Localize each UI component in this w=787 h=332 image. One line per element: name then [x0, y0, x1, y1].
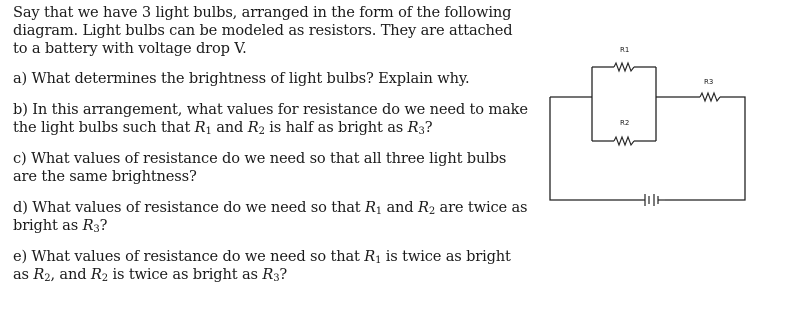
- question-c-label: c): [13, 150, 27, 167]
- sub-r3: 3: [418, 126, 425, 137]
- question-a-label: a): [13, 70, 28, 87]
- var-r3: R: [82, 217, 94, 234]
- var-r3: R: [407, 119, 419, 136]
- question-e-label: e): [13, 248, 28, 265]
- question-d-text-3: are twice as bright as: [13, 199, 528, 234]
- var-r2: R: [247, 119, 259, 136]
- resistor-r3: [700, 93, 720, 101]
- question-c-text: What values of resistance do we need so that all three light bulbs are the same brightness?: [13, 150, 507, 185]
- question-b-label: b): [13, 101, 28, 118]
- right-wire: [665, 97, 745, 200]
- question-a-text: What determines the brightness of light bulbs? Explain why.: [31, 70, 470, 87]
- sub-r2: 2: [258, 126, 265, 137]
- question-d-text-1: What values of resistance do we need so that: [32, 199, 365, 216]
- question-e-text-2: is twice as bright as: [13, 248, 511, 283]
- var-r2: R: [33, 266, 45, 283]
- question-a: [13, 70, 528, 88]
- question-e-text-4: is twice as bright as: [107, 266, 263, 283]
- circuit-wires: [550, 67, 745, 200]
- resistor-r2: [614, 137, 634, 145]
- intro-paragraph: Say that we have 3 light bulbs, arranged in the form of the following diagram. Light bulbs can be modeled as resistors. They are attached to a battery with voltage drop V.: [13, 4, 513, 57]
- question-e-text-5: ?: [279, 266, 288, 283]
- sub-r1: 1: [205, 126, 212, 137]
- question-d-label: d): [13, 199, 28, 216]
- battery-icon: [643, 194, 665, 206]
- sub-r1: 1: [375, 206, 383, 217]
- question-e: [13, 248, 528, 284]
- question-d-text-4: ?: [99, 217, 108, 234]
- sub-r2: 2: [44, 273, 51, 284]
- sub-r1: 1: [375, 255, 382, 266]
- sub-r2: 2: [428, 206, 436, 217]
- var-r2: R: [90, 266, 102, 283]
- resistor-r3-label: R3: [704, 78, 714, 86]
- question-d: [13, 199, 528, 235]
- sub-r3: 3: [93, 224, 100, 235]
- question-b: [13, 101, 528, 137]
- question-b-text-4: ?: [424, 119, 433, 136]
- resistor-r1-label: R1: [620, 46, 630, 54]
- question-c: [13, 150, 528, 186]
- var-r2: R: [418, 199, 429, 216]
- var-r1: R: [194, 119, 206, 136]
- resistor-r3-zigzag: [700, 93, 720, 101]
- question-b-text-2: and: [211, 119, 248, 136]
- resistor-r1-zigzag: [614, 63, 634, 71]
- sub-r3: 3: [273, 273, 280, 284]
- var-r1: R: [364, 199, 376, 216]
- resistor-r2-zigzag: [614, 137, 634, 145]
- left-wire: [550, 97, 643, 200]
- problem-text: [13, 4, 528, 297]
- question-b-text-3: is half as bright as: [264, 119, 408, 136]
- question-e-text-1: What values of resistance do we need so that: [31, 248, 365, 265]
- var-r1: R: [364, 248, 376, 265]
- sub-r2: 2: [101, 273, 108, 284]
- question-d-text-2: and: [382, 199, 418, 216]
- var-r3: R: [262, 266, 274, 283]
- circuit-diagram: [540, 40, 760, 215]
- resistor-r2-label: R2: [620, 119, 630, 127]
- question-b-text-1: In this arrangement, what values for resistance do we need to make the light bulbs such that: [13, 101, 528, 136]
- question-e-text-3: , and: [50, 266, 91, 283]
- resistor-r1: [614, 63, 634, 71]
